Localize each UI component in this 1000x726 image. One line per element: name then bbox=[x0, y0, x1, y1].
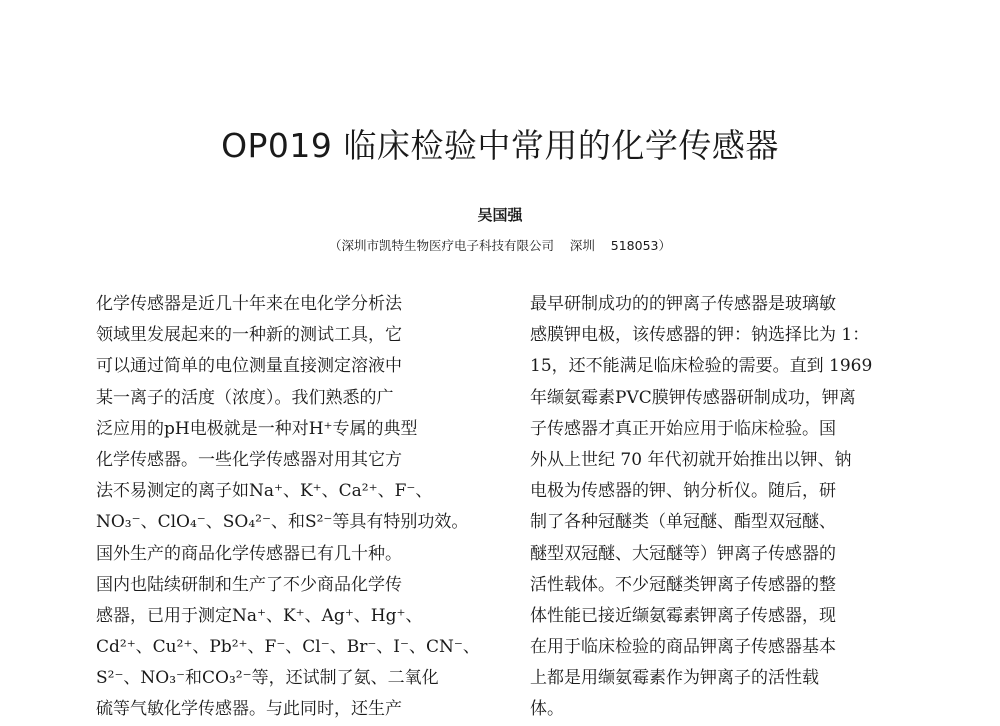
text-line: 某一离子的活度（浓度）。我们熟悉的广 bbox=[96, 387, 394, 408]
text-line: 感器，已用于测定Na⁺、K⁺、Ag⁺、Hg⁺、 bbox=[96, 605, 423, 626]
text-line: 活性载体。不少冠醚类钾离子传感器的整 bbox=[530, 574, 836, 595]
text-line: 体性能已接近缬氨霉素钾离子传感器，现 bbox=[530, 605, 836, 626]
text-line: 体。 bbox=[530, 699, 564, 720]
text-line: 国内也陆续研制和生产了不少商品化学传 bbox=[96, 574, 402, 595]
text-line: S²⁻、NO₃⁻和CO₃²⁻等，还试制了氨、二氧化 bbox=[96, 668, 439, 689]
body-column-left bbox=[96, 289, 480, 726]
text-line: 醚型双冠醚、大冠醚等）钾离子传感器的 bbox=[530, 543, 836, 564]
text-line: 在用于临床检验的商品钾离子传感器基本 bbox=[530, 637, 836, 658]
text-line: 可以通过简单的电位测量直接测定溶液中 bbox=[96, 356, 402, 377]
text-line: 领域里发展起来的一种新的测试工具，它 bbox=[96, 325, 402, 346]
text-line: 子传感器才真正开始应用于临床检验。国 bbox=[530, 418, 836, 439]
text-line: 年缬氨霉素PVC膜钾传感器研制成功，钾离 bbox=[530, 387, 856, 408]
text-line: 感膜钾电极，该传感器的钾：钠选择比为 1： bbox=[530, 325, 870, 346]
text-line: 泛应用的pH电极就是一种对H⁺专属的典型 bbox=[96, 418, 418, 439]
text-line: 外从上世纪 70 年代初就开始推出以钾、钠 bbox=[530, 449, 852, 470]
text-line: 化学传感器。一些化学传感器对用其它方 bbox=[96, 449, 402, 470]
text-line: 硫等气敏化学传感器。与此同时，还生产 bbox=[96, 699, 402, 720]
text-line: 最早研制成功的的钾离子传感器是玻璃敏 bbox=[530, 294, 836, 314]
text-line: 上都是用缬氨霉素作为钾离子的活性载 bbox=[530, 668, 819, 689]
author-affiliation: （深圳市凯特生物医疗电子科技有限公司 深圳 518053） bbox=[328, 238, 671, 253]
text-line: Cd²⁺、Cu²⁺、Pb²⁺、F⁻、Cl⁻、Br⁻、I⁻、CN⁻、 bbox=[96, 637, 480, 658]
text-line: 15，还不能满足临床检验的需要。直到 1969 bbox=[530, 356, 873, 377]
author-name: 吴国强 bbox=[477, 206, 523, 224]
text-line: 制了各种冠醚类（单冠醚、酯型双冠醚、 bbox=[530, 512, 836, 533]
text-line: 国外生产的商品化学传感器已有几十种。 bbox=[96, 543, 402, 564]
body-column-right bbox=[530, 289, 910, 726]
text-line: 电极为传感器的钾、钠分析仪。随后，研 bbox=[530, 481, 836, 502]
text-line: 化学传感器是近几十年来在电化学分析法 bbox=[96, 294, 402, 314]
text-line: NO₃⁻、ClO₄⁻、SO₄²⁻、和S²⁻等具有特别功效。 bbox=[96, 512, 469, 533]
paper-title: OP019 临床检验中常用的化学传感器 bbox=[221, 126, 779, 165]
text-line: 法不易测定的离子如Na⁺、K⁺、Ca²⁺、F⁻、 bbox=[96, 481, 433, 502]
